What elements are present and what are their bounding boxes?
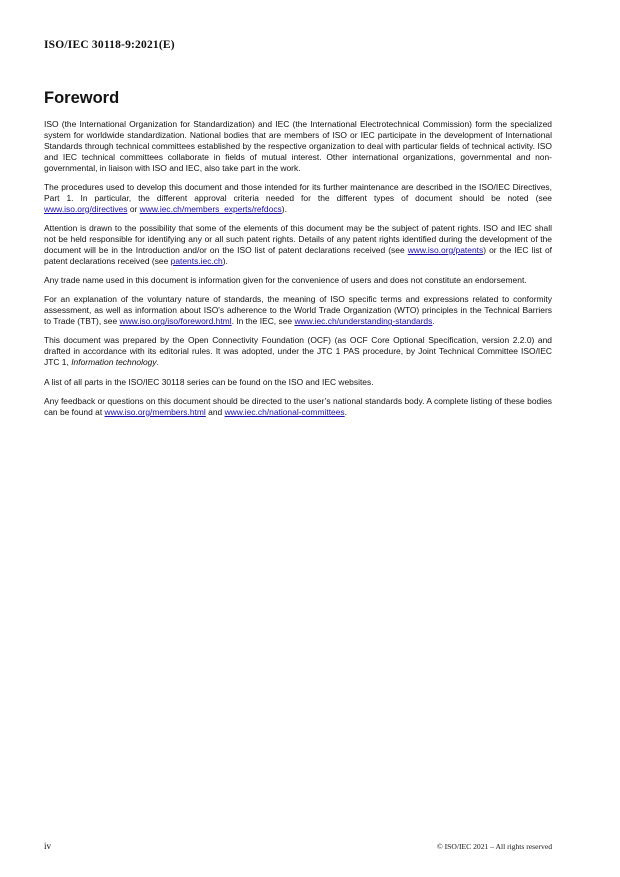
iec-patents-link[interactable]: patents.iec.ch bbox=[170, 255, 223, 266]
iso-directives-link[interactable]: www.iso.org/directives bbox=[44, 203, 128, 214]
paragraph-5-text-a: For an explanation of the voluntary nature of standards, the meaning of ISO specific terms and expressions related to conformity assessment, as well as information about ISO's adherence to the World Trade Organization (WTO) principles in the Technical Barriers to Trade (TBT), see bbox=[44, 294, 552, 327]
paragraph-2 bbox=[44, 182, 552, 215]
copyright-notice: © ISO/IEC 2021 – All rights reserved bbox=[436, 842, 552, 851]
paragraph-5-text-b: . In the IEC, see bbox=[231, 316, 295, 327]
iec-understanding-standards-link[interactable]: www.iec.ch/understanding-standards bbox=[294, 316, 433, 327]
paragraph-5-text-c: . bbox=[432, 316, 435, 327]
paragraph-1: ISO (the International Organization for Standardization) and IEC (the International Electrotechnical Commission) form the specialized system for worldwide standardization. National bodies that are members of ISO or IEC participate in the development of International Standards through technical committees established by the respective organization to deal with particular fields of technical activity. ISO and IEC technical committees collaborate in fields of mutual interest. Other international organizations, governmental and non-governmental, in liaison with ISO and IEC, also take part in the work. bbox=[44, 119, 552, 173]
foreword-body bbox=[44, 119, 552, 426]
page-title: Foreword bbox=[44, 89, 120, 107]
iso-foreword-link[interactable]: www.iso.org/iso/foreword.html bbox=[119, 316, 232, 327]
paragraph-6-italic: Information technology bbox=[71, 357, 157, 368]
paragraph-8 bbox=[44, 396, 552, 418]
paragraph-7: A list of all parts in the ISO/IEC 30118 series can be found on the ISO and IEC websites. bbox=[44, 376, 374, 387]
paragraph-5 bbox=[44, 294, 552, 327]
paragraph-3-text-c: ). bbox=[222, 255, 228, 266]
paragraph-3-text-b: ) or the IEC list of patent declarations received (see bbox=[44, 244, 552, 266]
iec-national-committees-link[interactable]: www.iec.ch/national-committees bbox=[224, 406, 345, 417]
paragraph-3 bbox=[44, 223, 552, 267]
iso-members-link[interactable]: www.iso.org/members.html bbox=[104, 406, 206, 417]
page-number: iv bbox=[44, 841, 52, 851]
paragraph-3-text-a: Attention is drawn to the possibility that some of the elements of this document may be the subject of patent rights. ISO and IEC shall not be held responsible for identifying any or all such patent rights. Details of any patent rights identified during the development of the document will be in the Introduction and/or on the ISO list of patent declarations received (see bbox=[44, 223, 552, 255]
paragraph-6 bbox=[44, 335, 552, 368]
paragraph-8-text-a: Any feedback or questions on this document should be directed to the user’s national standards body. A complete listing of these bodies can be found at bbox=[44, 395, 552, 417]
paragraph-2-text-b: or bbox=[127, 203, 140, 214]
paragraph-6-text-a: This document was prepared by the Open Connectivity Foundation (OCF) (as OCF Core Optional Specification, version 2.2.0) and drafted in accordance with its editorial rules. It was adopted, under the JTC 1 PAS procedure, by Joint Technical Committee ISO/IEC JTC 1, bbox=[44, 335, 552, 368]
paragraph-8-text-c: . bbox=[344, 406, 347, 417]
paragraph-8-text-b: and bbox=[205, 406, 225, 417]
document-id-header: ISO/IEC 30118-9:2021(E) bbox=[44, 39, 175, 51]
paragraph-2-text-a: The procedures used to develop this document and those intended for its further maintenance are described in the ISO/IEC Directives, Part 1. In particular, the different approval criteria needed for the different types of document should be noted (see bbox=[44, 181, 552, 203]
paragraph-2-text-c: ). bbox=[281, 203, 287, 214]
paragraph-4: Any trade name used in this document is information given for the convenience of users and does not constitute an endorsement. bbox=[44, 275, 527, 286]
paragraph-6-text-b: . bbox=[156, 357, 159, 368]
iso-patents-link[interactable]: www.iso.org/patents bbox=[407, 244, 484, 255]
iec-refdocs-link[interactable]: www.iec.ch/members_experts/refdocs bbox=[139, 203, 282, 214]
